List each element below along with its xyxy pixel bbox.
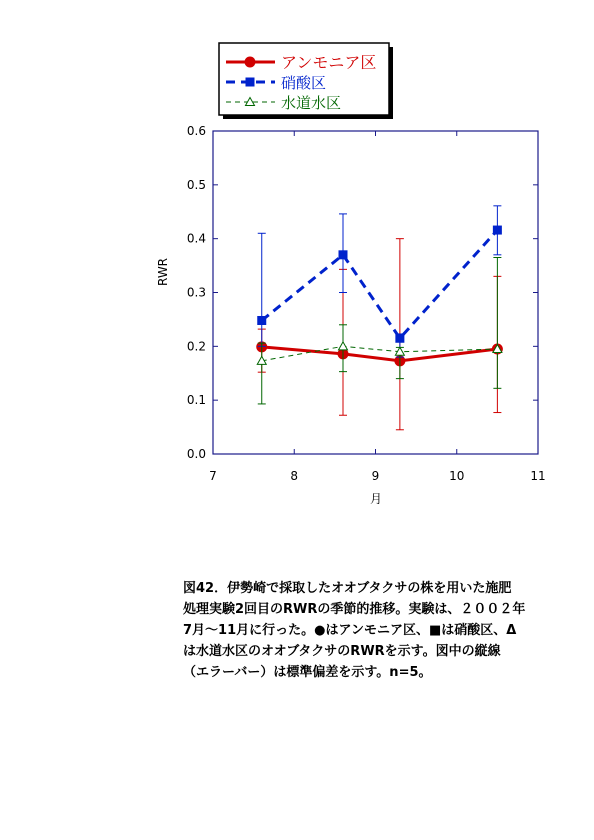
caption-line: は水道水区のオオブタクサのRWRを示す。図中の縦線 xyxy=(183,644,501,659)
data-point xyxy=(339,250,348,259)
data-point xyxy=(339,342,348,350)
series-1 xyxy=(257,206,502,357)
x-tick-label: 10 xyxy=(449,469,465,483)
data-point xyxy=(493,226,502,235)
figure-caption xyxy=(183,578,583,683)
x-tick-label: 9 xyxy=(371,469,380,483)
y-tick-label: 0.4 xyxy=(186,231,206,246)
data-point xyxy=(246,78,255,87)
y-tick-label: 0.5 xyxy=(186,177,206,192)
caption-line: 図42．伊勢崎で採取したオオブタクサの株を用いた施肥 xyxy=(183,581,512,596)
caption-line: 7月～11月に行った。●はアンモニア区、■は硝酸区、Δ xyxy=(183,623,517,638)
legend-label: 硝酸区 xyxy=(281,74,327,92)
x-axis-label: 月 xyxy=(369,492,383,506)
y-tick-label: 0.6 xyxy=(186,124,206,138)
data-point xyxy=(245,57,256,68)
legend-label: アンモニア区 xyxy=(281,53,377,72)
series-0 xyxy=(256,239,503,430)
y-tick-label: 0.0 xyxy=(186,447,206,461)
x-tick-label: 7 xyxy=(209,469,217,483)
y-tick-label: 0.3 xyxy=(186,285,206,300)
caption-line: （エラーバー）は標準偏差を示す。n=5。 xyxy=(183,665,432,680)
x-tick-label: 8 xyxy=(290,469,299,483)
legend-label: 水道水区 xyxy=(281,94,342,112)
y-axis-label: RWR xyxy=(156,257,170,287)
x-tick-label: 11 xyxy=(530,469,546,483)
series-2 xyxy=(257,258,502,404)
y-tick-label: 0.2 xyxy=(186,339,206,354)
data-point xyxy=(395,334,404,343)
series-line xyxy=(262,347,498,361)
caption-line: 処理実験2回目のRWRの季節的推移。実験は、２００２年 xyxy=(183,602,526,617)
y-tick-label: 0.1 xyxy=(186,393,206,408)
legend xyxy=(219,43,393,119)
series-line xyxy=(262,230,498,338)
data-point xyxy=(257,316,266,325)
